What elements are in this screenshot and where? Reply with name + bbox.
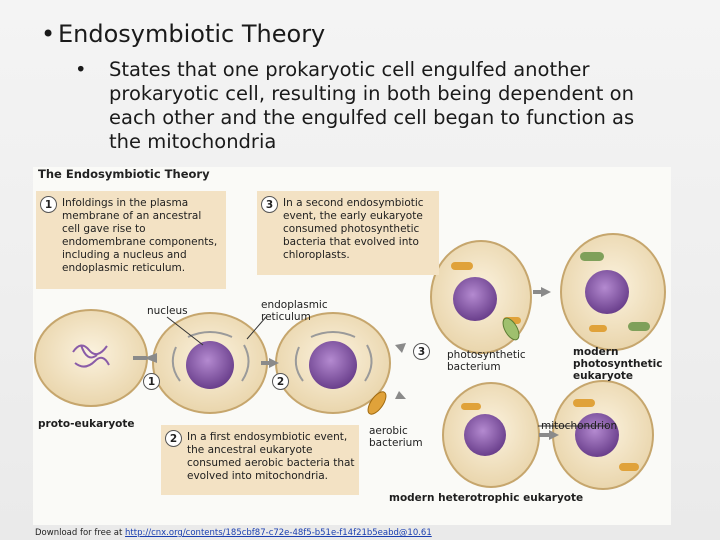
label-modern-photosynthetic-eukaryote: modern photosynthetic eukaryote [573,346,663,382]
label-photosynthetic-bacterium: photosynthetic bacterium [447,349,526,373]
endosymbiosis-figure [33,167,671,525]
bullet-title-text: Endosymbiotic Theory [58,20,326,48]
bullet-glyph: • [41,20,56,48]
callout-step-1-text: Infoldings in the plasma membrane of an ancestral cell gave rise to endomembrane components, including a nucleus and endoplasmic reticulum. [62,197,218,274]
callout-step-3 [257,191,439,275]
bullet-glyph-2: • [75,58,87,81]
footer-prefix: Download for free at [35,528,126,538]
label-proto-eukaryote: proto-eukaryote [38,418,135,430]
callout-step-3-text: In a second endosymbiotic event, the early eukaryote consumed photosynthetic bacteria that evolved into chloroplasts. [283,197,424,261]
callout-step-2-text: In a first endosymbiotic event, the ancestral eukaryote consumed aerobic bacteria that evolved into mitochondria. [187,431,355,482]
arrow-number-2: 2 [272,373,289,390]
bullet-title [41,20,326,48]
label-mitochondrion: mitochondrion [541,420,618,432]
callout-step-1 [36,191,226,289]
figure-title: The Endosymbiotic Theory [38,167,210,181]
label-aerobic-bacterium: aerobic bacterium [369,425,423,449]
bullet-definition-text: States that one prokaryotic cell engulfed another prokaryotic cell, resulting in both being dependent on each other and the engulfed cell began to function as the mitochondria [109,58,635,153]
label-endoplasmic-reticulum: endoplasmic reticulum [261,299,328,323]
step-number-badge: 1 [40,196,57,213]
bullet-definition [75,58,652,154]
arrow-number-3: 3 [413,343,430,360]
step-number-badge: 3 [261,196,278,213]
modern-photosynthetic-cell [561,234,665,350]
footer-source-link[interactable]: http://cnx.org/contents/185cbf87-c72e-48f5-b51e-f14f21b5eabd@10.61 [125,528,432,538]
label-modern-heterotrophic-eukaryote: modern heterotrophic eukaryote [389,492,584,504]
callout-step-2 [161,425,359,495]
arrow-number-1: 1 [143,373,160,390]
proto-eukaryote-cell [35,310,147,406]
step-number-badge: 2 [165,430,182,447]
download-footer [35,528,432,538]
ancestral-cell-with-nucleus [153,313,267,413]
heterotroph-precursor-cell [443,383,539,487]
modern-heterotrophic-cell [553,381,653,489]
label-nucleus: nucleus [147,305,188,317]
